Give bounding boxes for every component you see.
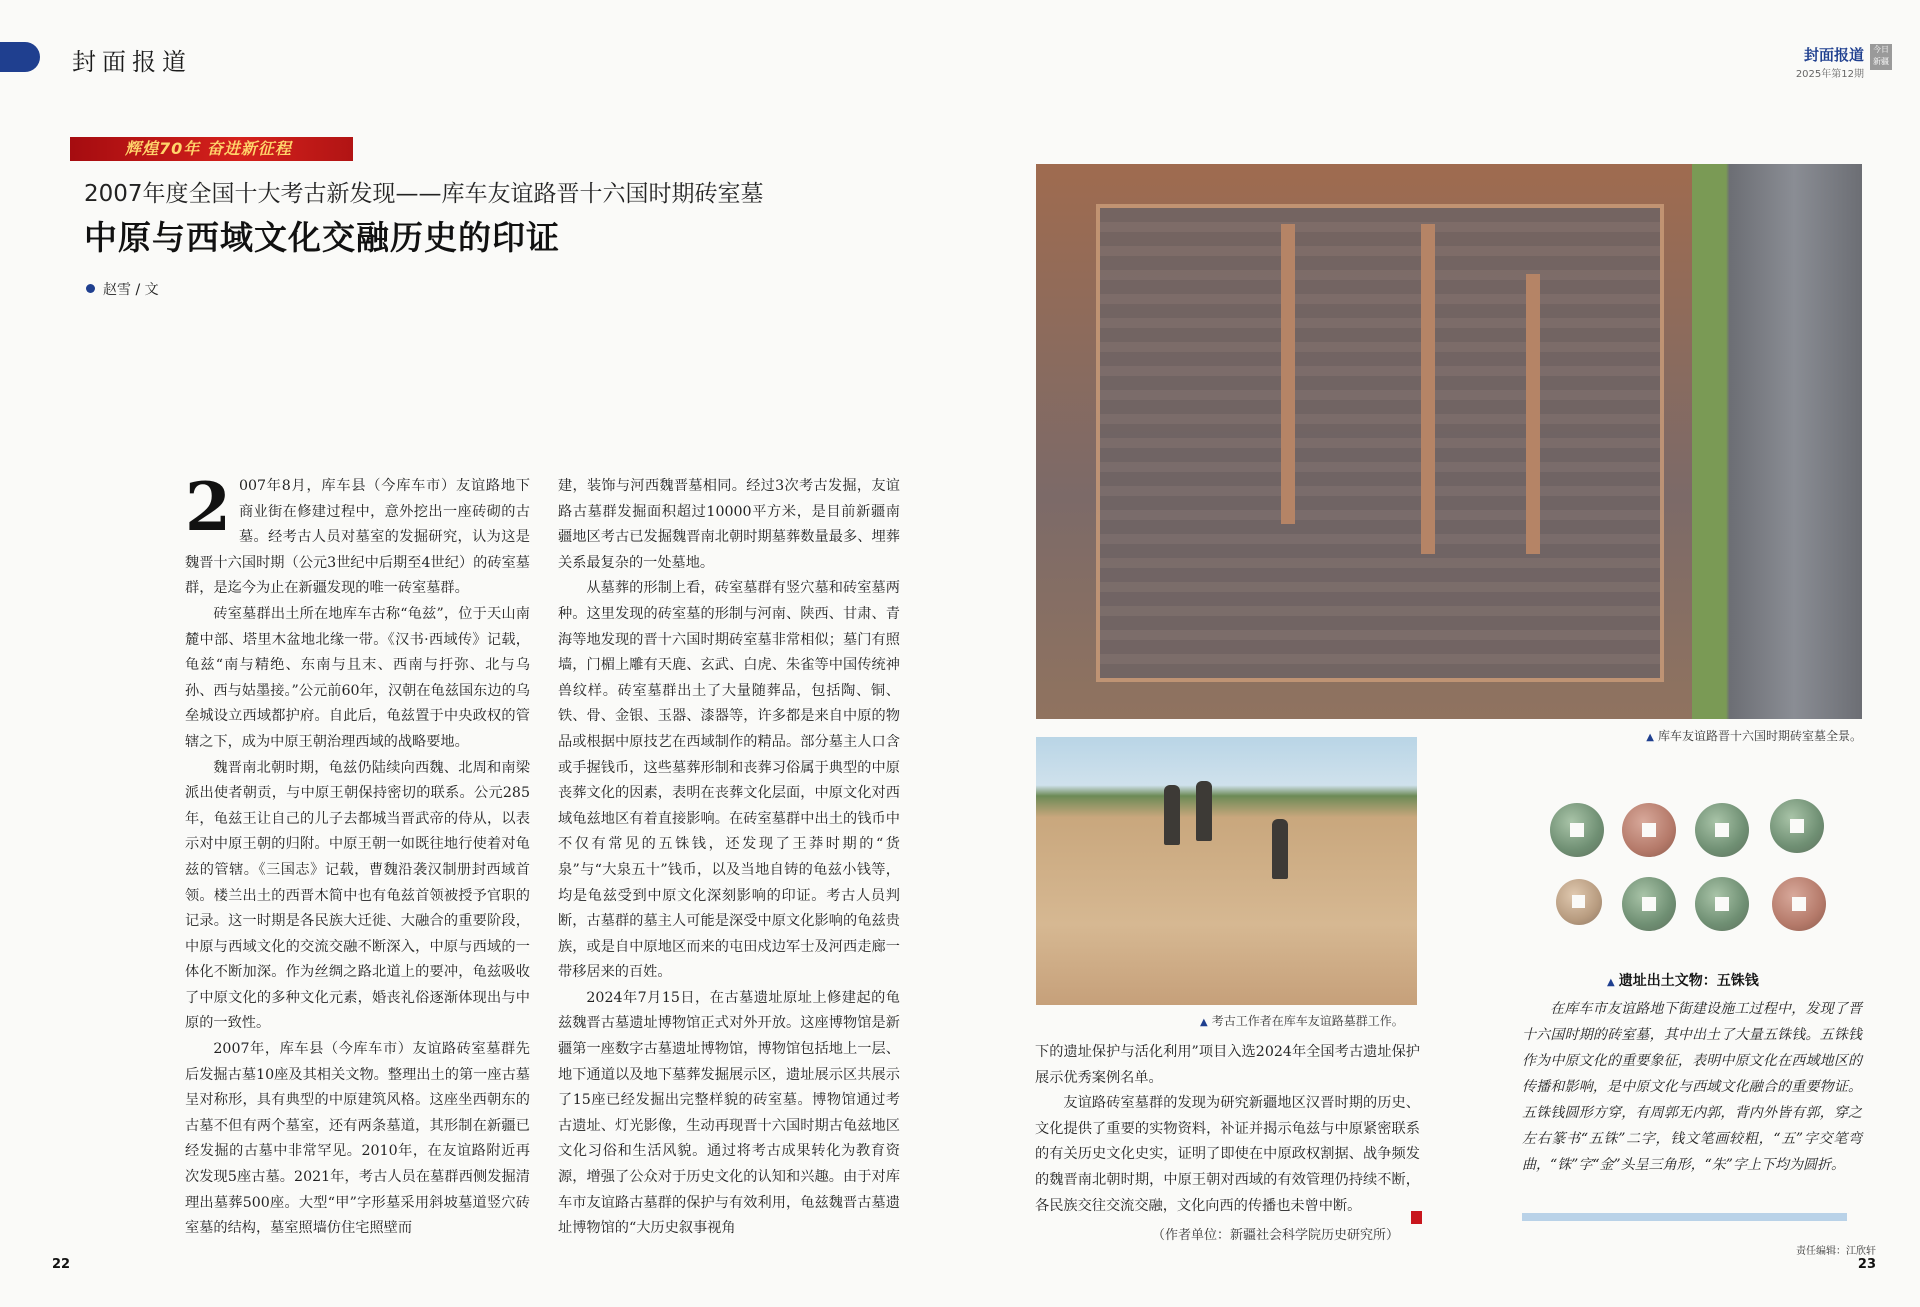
paragraph: 2024年7月15日，在古墓遗址原址上修建起的龟兹魏晋古墓遗址博物馆正式对外开放。这座博物馆是新疆第一座数字古墓遗址博物馆，博物馆包括地上一层、地下通道以及地下墓葬发掘展示区，遗址展示区共展示了15座已经发掘出完整样貌的砖室墓。博物馆通过考古遗址、灯光影像，生动再现晋十六国时期古龟兹地区文化习俗和生活风貌。通过将考古成果转化为教育资源，增强了公众对于历史文化的认知和兴趣。由于对库车市友谊路古墓群的保护与有效利用，龟兹魏晋古墓遗址博物馆的“大历史叙事视角 [558,989,900,1237]
coin-icon [1556,879,1602,925]
author-name: 赵雪 / 文 [103,282,159,298]
coin-icon [1695,803,1749,857]
paragraph: 下的遗址保护与活化利用”项目入选2024年全国考古遗址保护展示优秀案例名单。 [1035,1044,1420,1086]
caption-triangle-icon: ▲ [1607,977,1615,988]
paragraph: 建，装饰与河西魏晋墓相同。经过3次考古发掘，友谊路古墓群发掘面积超过10000平方米，是目前新疆南疆地区考古已发掘魏晋南北朝时期墓葬数量最多、埋葬关系最复杂的一处墓地。 [558,478,900,571]
coin-icon [1622,877,1676,931]
coin-icon [1772,877,1826,931]
tomb-pit-area [1096,204,1664,682]
coin-icon [1550,803,1604,857]
author-byline [86,279,159,299]
paragraph: 友谊路砖室墓群的发现为研究新疆地区汉晋时期的历史、文化提供了重要的实物资料，补证并揭示龟兹与中原紧密联系的有关历史文化史实，证明了即使在中原政权割据、战争频发的魏晋南北朝时期，中原王朝对西域的有效管理仍持续不断，各民族交往交流交融，文化向西的传播也未曾中断。 [1035,1095,1420,1214]
text-column-1 [185,468,530,1242]
worker-figure [1272,819,1288,879]
drop-cap: 2 [185,468,231,546]
section-title: 封面报道 [72,48,192,76]
paragraph: 魏晋南北朝时期，龟兹仍陆续向西魏、北周和南梁派出使者朝贡，与中原王朝保持密切的联系。公元285年，龟兹王让自己的儿子去都城当晋武帝的侍从，以表示对中原王朝的归附。中原王朝一如既往地行使着对龟兹的管辖。《三国志》记载，曹魏沿袭汉制册封西域首领。楼兰出土的西晋木简中也有龟兹首领被授予官职的记录。这一时期是各民族大迁徙、大融合的重要阶段，中原与西域文化的交流交融不断深入，中原与西域的一体化不断加深。作为丝绸之路北道上的要冲，龟兹吸收了中原文化的多种文化元素，婚丧礼俗逐渐体现出与中原的一致性。 [185,759,530,1032]
caption-triangle-icon: ▲ [1646,732,1654,743]
campaign-banner: 辉煌70年 奋进新征程 [70,137,353,161]
section-tab-marker [0,42,40,72]
page-number-right: 23 [1857,1257,1876,1272]
archaeologists-working-photo [1036,737,1417,1005]
coin-icon [1622,803,1676,857]
roadside-strip [1692,164,1862,719]
trench-line [1281,224,1295,524]
paragraph: 2007年，库车县（今库车市）友谊路砖室墓群先后发掘古墓10座及其相关文物。整理出土的第一座古墓呈对称形，具有典型的中原建筑风格。这座坐西朝东的古墓不但有两个墓室，还有两条墓道，其形制在新疆已经发掘的古墓中非常罕见。2010年，在友谊路附近再次发现5座古墓。2021年，考古人员在墓群西侧发掘清理出墓葬500座。大型“甲”字形墓采用斜坡墓道竖穴砖室墓的结构，墓室照墙仿住宅照壁而 [185,1041,530,1237]
work-photo-caption: ▲ 考古工作者在库车友谊路墓群工作。 [1200,1014,1404,1028]
article-subtitle: 2007年度全国十大考古新发现——库车友谊路晋十六国时期砖室墓 [84,181,764,207]
worker-figure [1164,785,1180,845]
worker-figure [1196,781,1212,841]
caption-triangle-icon: ▲ [1200,1017,1208,1028]
relic-description: 在库车市友谊路地下街建设施工过程中，发现了晋十六国时期的砖室墓，其中出土了大量五铢钱。五铢钱作为中原文化的重要象征，表明中原文化在西域地区的传播和影响，是中原文化与西域文化融合的重要物证。五铢钱圆形方穿，有周郭无内郭，背内外皆有郭，穿之左右篆书“五铢”二字，钱文笔画较粗，“五”字交笔弯曲，“铢”字“金”头呈三角形，“朱”字上下均为圆折。 [1522,1001,1862,1173]
main-photo-caption: ▲ 库车友谊路晋十六国时期砖室墓全景。 [1646,729,1862,743]
paragraph: 从墓葬的形制上看，砖室墓群有竖穴墓和砖室墓两种。这里发现的砖室墓的形制与河南、陕西、甘肃、青海等地发现的晋十六国时期砖室墓非常相似；墓门有照墙，门楣上雕有天鹿、玄武、白虎、朱雀等中国传统神兽纹样。砖室墓群出土了大量随葬品，包括陶、铜、铁、骨、金银、玉器、漆器等，许多都是来自中原的物品或根据中原技艺在西域制作的精品。部分墓主人口含或手握钱币，这些墓葬形制和丧葬习俗属于典型的中原丧葬文化的因素，表明在丧葬文化层面，中原文化对西域龟兹地区有着直接影响。在砖室墓群中出土的钱币中不仅有常见的五铢钱，还发现了王莽时期的“货泉”与“大泉五十”钱币，以及当地自铸的龟兹小钱等，均是龟兹受到中原文化深刻影响的印证。考古人员判断，古墓群的墓主人可能是深受中原文化影响的龟兹贵族，或是自中原地区而来的屯田戍边军士及河西走廊一带移居来的百姓。 [558,580,900,981]
paragraph: 007年8月，库车县（今库车市）友谊路地下商业街在修建过程中，意外挖出一座砖砌的古墓。经考古人员对墓室的发掘研究，认为这是魏晋十六国时期（公元3世纪中后期至4世纪）的砖室墓群，是迄今为止在新疆发现的唯一砖室墓群。 [185,478,530,597]
responsible-editor: 责任编辑：江欣轩 [1796,1246,1876,1257]
relic-title: ▲ 遗址出土文物：五铢钱 [1607,973,1759,989]
author-affiliation: （作者单位：新疆社会科学院历史研究所） [1152,1228,1400,1243]
wuzhu-coins-photo [1550,803,1880,943]
trench-line [1421,224,1435,554]
brand-issue: 2025年第12期 [1795,69,1864,80]
paragraph: 砖室墓群出土所在地库车古称“龟兹”，位于天山南麓中部、塔里木盆地北缘一带。《汉书·西域传》记载，龟兹“南与精绝、东南与且末、西南与扜弥、北与乌孙、西与姑墨接。”公元前60年，汉朝在龟兹国东边的乌垒城设立西域都护府。自此后，龟兹置于中央政权的管辖之下，成为中原王朝治理西域的战略要地。 [185,605,530,750]
text-column-2 [558,474,900,1242]
brand-logo-box: 今日新疆 [1870,44,1892,70]
excavation-site-aerial-photo [1036,164,1862,719]
decorative-bar [1522,1213,1847,1221]
text-column-3 [1035,1040,1420,1219]
brand-title: 封面报道 [1803,46,1864,64]
coin-icon [1695,877,1749,931]
page-number-left: 22 [52,1257,71,1272]
article-title: 中原与西域文化交融历史的印证 [84,218,560,257]
coin-icon [1770,799,1824,853]
magazine-brand [1796,44,1864,80]
end-mark-icon [1408,1207,1422,1226]
trench-line [1526,274,1540,554]
bullet-icon [86,284,95,293]
